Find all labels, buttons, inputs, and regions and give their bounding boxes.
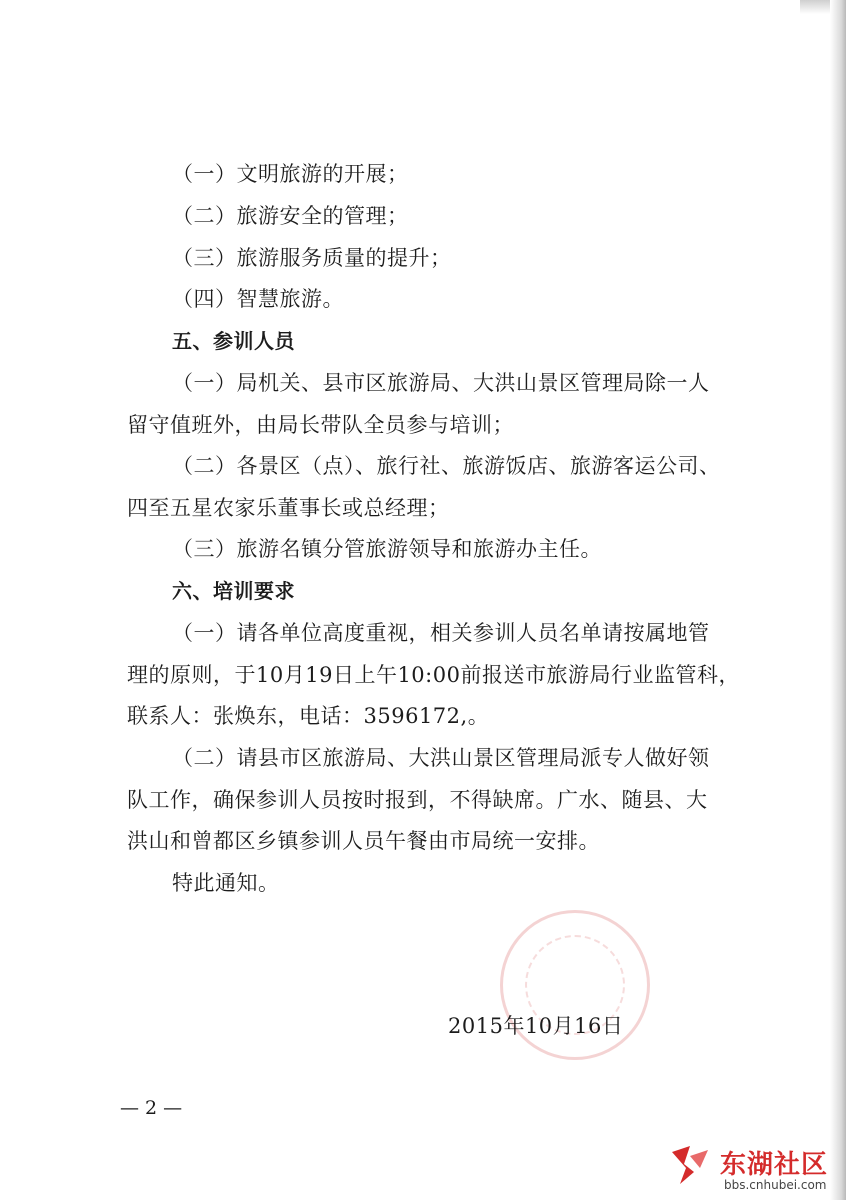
paragraph-line: 四至五星农家乐董事长或总经理；	[127, 496, 450, 520]
list-item: （一）文明旅游的开展；	[172, 162, 409, 186]
paragraph-line: （二）各景区（点）、旅行社、旅游饭店、旅游客运公司、	[172, 454, 721, 478]
closing-line: 特此通知。	[172, 871, 280, 895]
list-item: （四）智慧旅游。	[172, 287, 344, 311]
document-date: 2015年10月16日	[448, 1014, 624, 1038]
scan-edge-right	[830, 0, 846, 1200]
paragraph-line: 联系人：张焕东，电话：3596172,。	[127, 704, 490, 728]
watermark	[668, 1142, 846, 1200]
paragraph-line: 队工作，确保参训人员按时报到，不得缺席。广水、随县、大	[127, 788, 708, 812]
paragraph-line: 洪山和曾都区乡镇参训人员午餐由市局统一安排。	[127, 829, 600, 853]
paragraph-line: （三）旅游名镇分管旅游领导和旅游办主任。	[172, 537, 602, 561]
watermark-url: bbs.cnhubei.com	[724, 1178, 827, 1192]
paragraph-line: 留守值班外，由局长带队全员参与培训；	[127, 413, 514, 437]
paragraph-line: （二）请县市区旅游局、大洪山景区管理局派专人做好领	[172, 746, 710, 770]
forum-logo-icon	[668, 1142, 714, 1188]
paragraph-line: （一）局机关、县市区旅游局、大洪山景区管理局除一人	[172, 371, 710, 395]
paragraph-line: 理的原则，于10月19日上午10:00前报送市旅游局行业监管科，	[127, 663, 740, 687]
page-number: — 2 —	[120, 1097, 183, 1119]
list-item: （三）旅游服务质量的提升；	[172, 246, 452, 270]
watermark-name: 东湖社区	[720, 1150, 829, 1180]
section-heading: 五、参训人员	[172, 329, 295, 353]
section-heading: 六、培训要求	[172, 579, 295, 603]
paragraph-line: （一）请各单位高度重视，相关参训人员名单请按属地管	[172, 621, 710, 645]
list-item: （二）旅游安全的管理；	[172, 204, 409, 228]
